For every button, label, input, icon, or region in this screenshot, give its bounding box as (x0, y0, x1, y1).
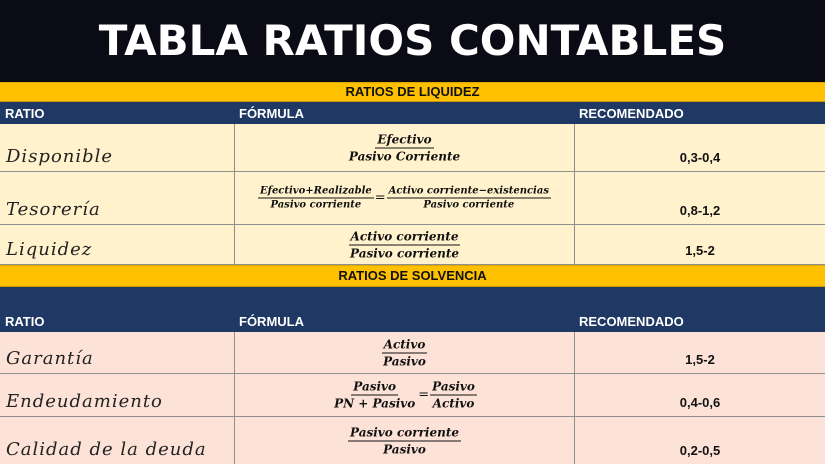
liquidity-header-row (0, 102, 825, 124)
table-row-tesoreria (0, 172, 825, 225)
recommended-value: 0,2-0,5 (679, 443, 721, 458)
formula-fraction (387, 186, 551, 211)
formula-cell (235, 124, 575, 171)
solvency-heading-text: RATIOS DE SOLVENCIA (338, 268, 487, 283)
recommended-cell (575, 332, 825, 373)
numerator: Activo (383, 337, 426, 351)
page-title: TABLA RATIOS CONTABLES (98, 16, 727, 65)
numerator: Pasivo corriente (350, 425, 459, 439)
table-row-disponible (0, 124, 825, 172)
table-row-garantia (0, 332, 825, 374)
col-ratio-header: RATIO (5, 314, 45, 329)
col-recommended-header: RECOMENDADO (579, 314, 684, 329)
recommended-value: 0,4-0,6 (679, 395, 721, 410)
recommended-cell (575, 225, 825, 264)
denominator: Pasivo corriente (423, 199, 515, 211)
formula-cell (235, 172, 575, 224)
numerator: Efectivo+Realizable (260, 185, 372, 197)
ratio-name: Calidad de la deuda (6, 439, 207, 460)
denominator: Pasivo Corriente (348, 149, 461, 163)
liquidity-section-heading (0, 82, 825, 102)
liquidity-heading-text: RATIOS DE LIQUIDEZ (345, 84, 480, 99)
denominator: PN + Pasivo (334, 396, 416, 411)
ratio-name-cell (0, 225, 235, 264)
formula-fraction (347, 132, 462, 163)
solvency-section-heading (0, 265, 825, 287)
col-formula-header: FÓRMULA (239, 314, 304, 329)
formula-cell (235, 225, 575, 264)
ratio-name-cell (0, 124, 235, 171)
ratio-name-cell (0, 417, 235, 464)
numerator: Activo corriente−existencias (388, 185, 549, 197)
denominator: Pasivo (383, 354, 426, 368)
formula-cell (235, 374, 575, 416)
equals-sign: = (374, 190, 386, 206)
ratio-name: Garantía (6, 348, 94, 369)
ratio-name: Liquidez (6, 239, 93, 260)
title-bar (0, 0, 825, 82)
recommended-cell (575, 172, 825, 224)
numerator: Pasivo (353, 379, 397, 394)
table-row-endeudamiento (0, 374, 825, 417)
table-row-calidad-deuda (0, 417, 825, 464)
solvency-header-row (0, 287, 825, 332)
numerator: Activo corriente (350, 229, 459, 243)
denominator: Pasivo corriente (270, 199, 362, 211)
col-recommended-header: RECOMENDADO (579, 106, 684, 121)
recommended-value: 1,5-2 (685, 243, 715, 258)
recommended-cell (575, 374, 825, 416)
formula-fraction (258, 186, 374, 211)
ratio-name-cell (0, 374, 235, 416)
denominator: Pasivo corriente (350, 246, 459, 260)
numerator: Efectivo (377, 132, 432, 146)
formula-fraction (332, 380, 417, 411)
col-formula-header: FÓRMULA (239, 106, 304, 121)
recommended-value: 0,8-1,2 (679, 203, 721, 218)
recommended-cell (575, 124, 825, 171)
numerator: Pasivo (432, 379, 475, 394)
formula-fraction (381, 337, 428, 368)
equals-sign: = (418, 387, 430, 403)
denominator: Pasivo (383, 442, 426, 456)
denominator: Activo (432, 396, 475, 411)
col-ratio-header: RATIO (5, 106, 45, 121)
recommended-value: 1,5-2 (685, 352, 715, 367)
formula-fraction (430, 380, 477, 411)
ratio-name-cell (0, 332, 235, 373)
formula-fraction (348, 229, 461, 260)
recommended-value: 0,3-0,4 (679, 150, 721, 165)
recommended-cell (575, 417, 825, 464)
formula-fraction (348, 425, 461, 456)
ratio-name: Tesorería (6, 199, 101, 220)
ratio-name: Endeudamiento (6, 391, 163, 412)
formula-cell (235, 332, 575, 373)
ratio-name: Disponible (6, 146, 114, 167)
ratio-name-cell (0, 172, 235, 224)
table-row-liquidez (0, 225, 825, 265)
formula-cell (235, 417, 575, 464)
